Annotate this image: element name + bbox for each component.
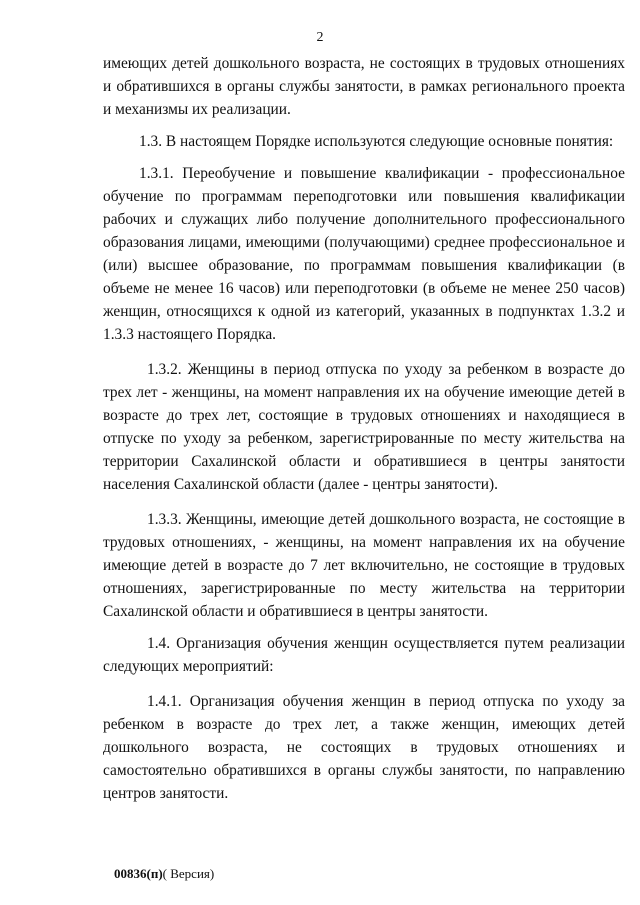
document-footer bbox=[114, 866, 214, 882]
paragraph-1-3-3: 1.3.3. Женщины, имеющие детей дошкольного возраста, не состоящие в трудовых отношениях, - женщины, на момент направления их на обучение имеющие детей в возрасте до 7 лет включительно, не состоящие в трудовых отношениях, зарегистрированные по месту жительства на территории Сахалинской области и обратившиеся в центры занятости. bbox=[103, 511, 625, 620]
paragraph-1-3: 1.3. В настоящем Порядке используются следующие основные понятия: bbox=[139, 133, 614, 150]
paragraph-1-3-1: 1.3.1. Переобучение и повышение квалификации - профессиональное обучение по программам переподготовки или повышения квалификации рабочих и служащих либо получение дополнительного профессионального образования лицами, имеющими (получающими) среднее профессиональное и (или) высшее образование, по программам повышения квалификации (в объеме не менее 16 часов) или переподготовки (в объеме не менее 250 часов) женщин, относящихся к одной из категорий, указанных в подпунктах 1.3.2 и 1.3.3 настоящего Порядка. bbox=[103, 165, 625, 343]
paragraph-1-3-2: 1.3.2. Женщины в период отпуска по уходу за ребенком в возрасте до трех лет - женщины, на момент направления их на обучение имеющие детей в возрасте до трех лет, состоящие в трудовых отношениях и находящиеся в отпуске по уходу за ребенком, зарегистрированные по месту жительства на территории Сахалинской области и обратившиеся в центры занятости населения Сахалинской области (далее - центры занятости). bbox=[103, 361, 625, 493]
paragraph-1-4: 1.4. Организация обучения женщин осуществляется путем реализации следующих мероприятий: bbox=[103, 635, 625, 675]
paragraph-continuation: имеющих детей дошкольного возраста, не состоящих в трудовых отношениях и обратившихся в органы службы занятости, в рамках регионального проекта и механизмы их реализации. bbox=[103, 55, 625, 118]
document-version: ( Версия) bbox=[162, 866, 215, 881]
page-number: 2 bbox=[316, 30, 324, 45]
document-code: 00836(п) bbox=[114, 866, 163, 881]
document-body bbox=[103, 52, 625, 805]
paragraph-1-4-1: 1.4.1. Организация обучения женщин в период отпуска по уходу за ребенком в возрасте до трех лет, а также женщин, имеющих детей дошкольного возраста, не состоящих в трудовых отношениях и самостоятельно обратившихся в органы службы занятости, по направлению центров занятости. bbox=[103, 693, 625, 802]
